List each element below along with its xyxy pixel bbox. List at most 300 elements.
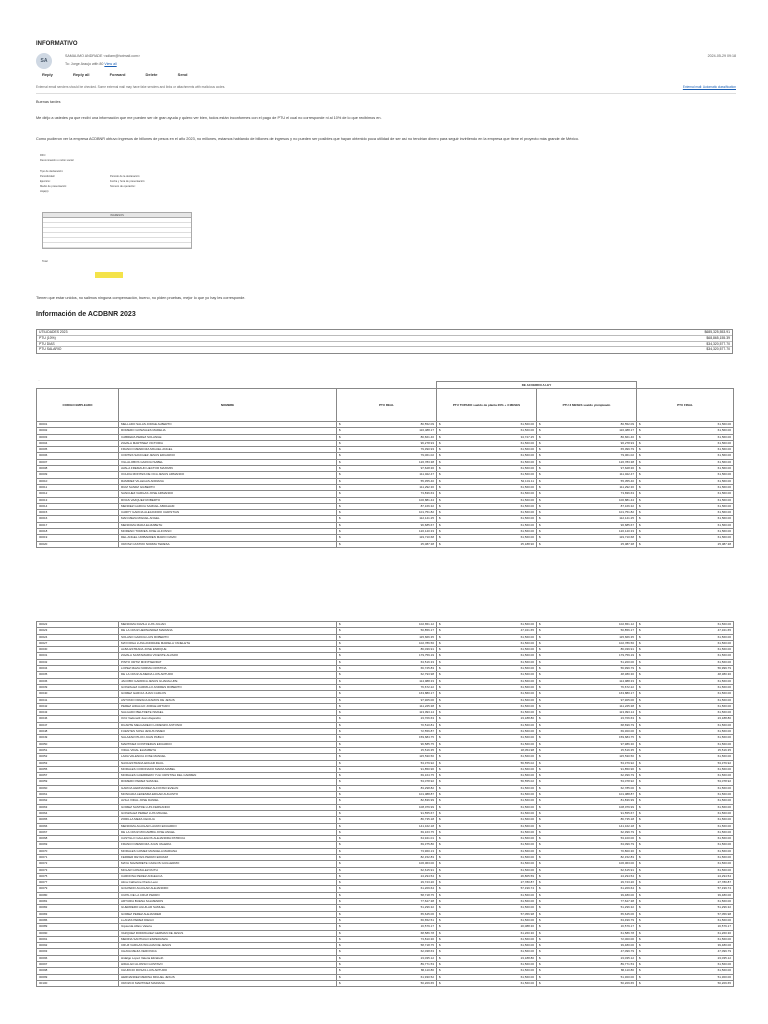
amount-cell: $ 96,685.67 (537, 522, 637, 528)
amount-cell: $ 77,627.38 (537, 899, 637, 905)
amount-cell: $ 86,735.18 (537, 817, 637, 823)
column-header: PTU TOPADO sueldo de planta 20% + 3 MESES (437, 389, 537, 422)
employee-code: 00099 (37, 974, 119, 980)
employee-name: RIVAS VAZQUEZ ROBERTO (119, 497, 337, 503)
amount-cell: $ 61,209.64 (537, 886, 637, 892)
amount-cell: $ 16,579.17 (637, 924, 734, 930)
group-header: DE ACUERDO A LEY (437, 382, 637, 389)
amount-cell: $ 61,560.00 (437, 867, 537, 873)
amount-cell: $ 81,836.99 (537, 798, 637, 804)
amount-cell: $ 61,560.00 (637, 466, 734, 472)
employee-code: 00080 (37, 892, 119, 898)
employee-name: MOLAR GONZALEZ RUTH (119, 867, 337, 873)
email-date: 2024-05-29 09:18 (707, 54, 736, 58)
amount-cell: $ 23,188.80 (437, 955, 537, 961)
amount-cell: $ 61,560.00 (637, 428, 734, 434)
amount-cell: $ 56,555.02 (437, 779, 537, 785)
closing-paragraph: Tienen que estar unidos, no salimos ninguna compensación, bueno, no piden pruebas, mejor lo que yo hay les corresponde. (36, 296, 246, 300)
sender-row (36, 53, 736, 73)
amount-cell: $ 61,560.00 (637, 829, 734, 835)
amount-cell: $ 52,101.11 (437, 478, 537, 484)
amount-cell: $ 24,294.54 (337, 873, 437, 879)
amount-cell: $ 61,560.00 (637, 678, 734, 684)
amount-cell: $ 15,516.35 (337, 747, 437, 753)
table-row (37, 980, 734, 986)
employee-name: MEDINA SANTIAGO ESPERANZA (119, 936, 337, 942)
amount-cell: $ 61,560.00 (637, 854, 734, 860)
amount-cell: $ 61,560.00 (437, 848, 537, 854)
amount-cell: $ 61,560.00 (637, 861, 734, 867)
amount-cell: $ 115,666.35 (337, 634, 437, 640)
amount-cell: $ 39,480.00 (637, 943, 734, 949)
amount-cell: $ 73,836.63 (337, 491, 437, 497)
amount-cell: $ 61,560.00 (637, 529, 734, 535)
external-classification-link[interactable]: External mail: Automatic classification (682, 85, 736, 89)
employee-name: VAZQUEZ RODRIGUEZ GERMAN DE JESUS (119, 930, 337, 936)
amount-cell: $ 61,560.00 (637, 792, 734, 798)
amount-cell: $ 20,088.30 (437, 924, 537, 930)
employee-code: 00001 (37, 422, 119, 428)
employee-name: Alma Catherine Prado Leon (119, 880, 337, 886)
amount-cell: $ 69,163.75 (337, 829, 437, 835)
employee-code: 00030 (37, 647, 119, 653)
employee-code: 00011 (37, 484, 119, 490)
amount-cell: $ 86,039.91 (337, 647, 437, 653)
amount-cell: $ 111,292.36 (537, 484, 637, 490)
amount-cell: $ 97,986.30 (537, 741, 637, 747)
amount-cell: $ 61,560.00 (637, 659, 734, 665)
employee-name: MENDOZA DAVILA LUIS JULIAN (119, 622, 337, 628)
amount-cell: $ 91,555.67 (537, 810, 637, 816)
employee-name: GARCIA HERNANDEZ ALFONSO EVELIN (119, 785, 337, 791)
amount-cell: $ 61,560.00 (437, 428, 537, 434)
amount-cell: $ 101,088.87 (337, 792, 437, 798)
amount-cell: $ 61,560.00 (637, 478, 734, 484)
amount-cell: $ 61,560.00 (437, 729, 537, 735)
amount-cell: $ 61,560.00 (637, 735, 734, 741)
employee-code: 00014 (37, 503, 119, 509)
amount-cell: $ 116,488.17 (337, 428, 437, 434)
amount-cell: $ 61,560.00 (637, 503, 734, 509)
employee-name: RAMIREZ VILLEGAS ADRIANA (119, 478, 337, 484)
amount-cell: $ 80,552.09 (337, 422, 437, 428)
amount-cell: $ 50,209.65 (537, 980, 637, 986)
amount-cell: $ 61,560.00 (437, 622, 537, 628)
employee-code: 00040 (37, 691, 119, 697)
amount-cell: $ 61,560.00 (437, 459, 537, 465)
amount-cell: $ 61,560.00 (637, 817, 734, 823)
amount-cell: $ 51,200.00 (537, 659, 637, 665)
amount-cell: $ 57,056.98 (437, 911, 537, 917)
amount-cell: $ 61,560.00 (437, 653, 537, 659)
amount-cell: $ 86,110.80 (337, 968, 437, 974)
amount-cell: $ 61,560.00 (437, 943, 537, 949)
amount-cell: $ 61,560.00 (637, 766, 734, 772)
amount-cell: $ 57,056.98 (637, 911, 734, 917)
amount-cell: $ 61,560.00 (437, 422, 537, 428)
amount-cell: $ 61,560.00 (637, 622, 734, 628)
amount-cell: $ 91,850.96 (537, 766, 637, 772)
amount-cell: $ 64,941.01 (337, 836, 437, 842)
amount-cell: $ 61,560.00 (637, 516, 734, 522)
amount-cell: $ 51,300.00 (537, 974, 637, 980)
amount-cell: $ 61,560.00 (637, 472, 734, 478)
employee-code: 00041 (37, 697, 119, 703)
amount-cell: $ 100,881.44 (537, 497, 637, 503)
amount-cell: $ 61,560.00 (437, 741, 537, 747)
employee-name: RUIZ SANDZ GILBERTO (119, 484, 337, 490)
employee-code: 00031 (37, 653, 119, 659)
amount-cell: $ 63,099.79 (537, 842, 637, 848)
amount-cell: $ 83,298.82 (337, 785, 437, 791)
employee-code: 00047 (37, 722, 119, 728)
amount-cell: $ 97,905.00 (337, 697, 437, 703)
amount-cell: $ 61,560.00 (437, 810, 537, 816)
paragraph-1: Me dirijo a ustedes ya que recibí una información que me pueden ser de gran ayuda y quiero ver bien, todos están inconformes con el pago de PTU el cual no corresponde ni al 10% de lo que recibimos en. (36, 116, 382, 120)
employee-code: 00092 (37, 943, 119, 949)
employee-name: OROZCO MARTINEZ MARIANA (119, 980, 337, 986)
amount-cell: $ 15,516.35 (537, 747, 637, 753)
employee-code: 00006 (37, 453, 119, 459)
amount-cell: $ 47,321.65 (437, 628, 537, 634)
amount-cell: $ 61,560.00 (637, 691, 734, 697)
amount-cell: $ 58,718.75 (337, 892, 437, 898)
amount-cell: $ 61,560.00 (437, 440, 537, 446)
divider (36, 93, 736, 94)
amount-cell: $ 79,390.93 (337, 447, 437, 453)
amount-cell: $ 53,078.92 (537, 779, 637, 785)
amount-cell: $ 23,035.12 (637, 955, 734, 961)
employee-name: DE LA CRUZ ALMEIDA LUIS ARTURO (119, 672, 337, 678)
reply-all-button[interactable]: Reply all (73, 72, 90, 77)
amount-cell: $ 25,087.38 (637, 541, 734, 547)
amount-cell: $ 163,880.17 (337, 691, 437, 697)
amount-cell: $ 61,560.00 (437, 892, 537, 898)
amount-cell: $ 25,087.38 (337, 541, 437, 547)
amount-cell: $ 55,355.40 (537, 478, 637, 484)
amount-cell: $ 61,560.00 (437, 516, 537, 522)
amount-cell: $ 61,560.00 (437, 798, 537, 804)
employee-code: 00090 (37, 930, 119, 936)
amount-cell: $ 101,751.82 (337, 510, 437, 516)
amount-cell: $ 61,560.00 (637, 842, 734, 848)
employee-code: 00065 (37, 817, 119, 823)
amount-cell: $ 69,375.80 (337, 842, 437, 848)
table-row (37, 541, 734, 547)
employee-name: MAYA NAVARRETE CARLOS GUILLERMO (119, 861, 337, 867)
amount-cell: $ 27,780.87 (637, 880, 734, 886)
amount-cell: $ 73,810.30 (337, 936, 437, 942)
amount-cell: $ 61,560.00 (437, 836, 537, 842)
amount-cell: $ 61,560.00 (637, 936, 734, 942)
employee-code: 00081 (37, 899, 119, 905)
amount-cell: $ 61,560.00 (437, 447, 537, 453)
amount-cell: $ 126,783.38 (537, 459, 637, 465)
employee-code: 00004 (37, 440, 119, 446)
employee-code: 00046 (37, 716, 119, 722)
amount-cell: $ 61,560.00 (437, 823, 537, 829)
employee-code: 00089 (37, 924, 119, 930)
employee-name: GOMEZ GARCIA JUAN CARLOS (119, 691, 337, 697)
employee-name: MARTINEZ CONTRERAS EDUARDO (119, 741, 337, 747)
amount-cell: $ 50,856.17 (537, 628, 637, 634)
employee-code: 00086 (37, 917, 119, 923)
column-header: NOMBRE (119, 389, 337, 422)
amount-cell: $ 73,836.63 (537, 491, 637, 497)
external-warning (36, 85, 736, 89)
amount-cell: $ 53,379.92 (537, 760, 637, 766)
amount-cell: $ 61,560.00 (637, 703, 734, 709)
amount-cell: $ 66,725.83 (337, 666, 437, 672)
amount-cell: $ 61,560.00 (437, 829, 537, 835)
amount-cell: $ 97,628.36 (337, 466, 437, 472)
employee-code: 00091 (37, 936, 119, 942)
employee-code: 00016 (37, 516, 119, 522)
amount-cell: $ 61,560.00 (437, 510, 537, 516)
employee-code: 00059 (37, 779, 119, 785)
employee-name: CORTES SANCHEZ JESUS EDUARDO (119, 453, 337, 459)
amount-cell: $ 116,488.17 (537, 428, 637, 434)
employee-code: 00060 (37, 785, 119, 791)
amount-cell: $ 97,905.00 (537, 697, 637, 703)
amount-cell: $ 61,560.00 (637, 697, 734, 703)
employee-name: SOLANO GARCIA LUIS ROBERTO (119, 634, 337, 640)
employee-name: FRANCO MENDOZA JUAN VALERIA (119, 842, 337, 848)
amount-cell: $ 51,296.32 (637, 905, 734, 911)
amount-cell: $ 61,560.00 (437, 785, 537, 791)
amount-cell: $ 61,560.00 (437, 722, 537, 728)
small-mark: .. (38, 377, 41, 382)
employee-code: 00008 (37, 466, 119, 472)
amount-cell: $ 91,850.96 (337, 766, 437, 772)
employee-code: 00098 (37, 968, 119, 974)
employee-code: 00024 (37, 634, 119, 640)
ptu-table-1 (36, 381, 734, 548)
employee-name: MONCADA LEDESMA EDGAR AUGUSTO (119, 792, 337, 798)
send-button[interactable]: Send (177, 72, 188, 77)
amount-cell: $ 61,560.00 (637, 710, 734, 716)
email-subject: INFORMATIVO (36, 41, 78, 47)
amount-cell: $ 61,560.00 (637, 535, 734, 541)
employee-code: 00032 (37, 659, 119, 665)
employee-name: LARA VALENCIA JOSE MANUEL (119, 754, 337, 760)
amount-cell: $ 62,615.91 (337, 867, 437, 873)
amount-cell: $ 112,141.25 (537, 516, 637, 522)
amount-cell: $ 18,054.98 (437, 747, 537, 753)
amount-cell: $ 61,560.00 (637, 647, 734, 653)
amount-cell: $ 89,771.53 (337, 962, 437, 968)
employee-name: HIDALGO ALONSO GUSTAVO (119, 962, 337, 968)
amount-cell: $ 51,300.00 (637, 974, 734, 980)
employee-code: 00049 (37, 735, 119, 741)
amount-cell: $ 61,560.00 (437, 634, 537, 640)
amount-cell: $ 23,706.63 (537, 716, 637, 722)
amount-cell: $ 23,188.80 (637, 716, 734, 722)
amount-cell: $ 61,560.00 (437, 472, 537, 478)
employee-name: PEREZ HIDALGO JORGE ARTURO (119, 703, 337, 709)
amount-cell: $ 87,166.32 (337, 503, 437, 509)
employee-name: OCHOA MONTES DE OCA JESUS ARMANDO (119, 472, 337, 478)
employee-code: 00027 (37, 640, 119, 646)
amount-cell: $ 141,162.18 (537, 823, 637, 829)
employee-name: CHURCIO ROSAS LUIS ARTURO (119, 968, 337, 974)
employee-name: HERNANDEZ MEDINA MIGUEL JESUS (119, 974, 337, 980)
amount-cell: $ 179,759.19 (337, 653, 437, 659)
amount-cell: $ 61,560.00 (637, 459, 734, 465)
employee-code: 00063 (37, 804, 119, 810)
column-header: PTU FINAL (637, 389, 734, 422)
amount-cell: $ 56,999.79 (637, 666, 734, 672)
employee-name: CASTILLO GALLEGOS ALEJANDRA PATRICIA (119, 836, 337, 842)
employee-name: Hidalgo Lopez Valeria Elizabeth (119, 955, 337, 961)
email-actions (42, 72, 206, 77)
delete-button[interactable]: Delete (145, 72, 158, 77)
amount-cell: $ 61,560.00 (437, 936, 537, 942)
employee-code: 00064 (37, 810, 119, 816)
amount-cell: $ 61,560.00 (637, 497, 734, 503)
amount-cell: $ 61,560.00 (637, 722, 734, 728)
amount-cell: $ 115,666.35 (537, 634, 637, 640)
amount-cell: $ 73,960.13 (337, 848, 437, 854)
employee-code: 00052 (37, 754, 119, 760)
employee-code: 00042 (37, 703, 119, 709)
amount-cell: $ 25,188.90 (437, 541, 537, 547)
amount-cell: $ 61,560.00 (637, 491, 734, 497)
amount-cell: $ 53,100.00 (537, 836, 637, 842)
employee-code: 00077 (37, 880, 119, 886)
amount-cell: $ 61,560.00 (637, 899, 734, 905)
amount-cell: $ 89,771.53 (537, 962, 637, 968)
amount-cell: $ 48,380.30 (637, 672, 734, 678)
employee-code: 00069 (37, 842, 119, 848)
amount-cell: $ 50,209.65 (337, 980, 437, 986)
employee-code: 00079 (37, 886, 119, 892)
employee-code: 00053 (37, 760, 119, 766)
amount-cell: $ 61,560.00 (637, 634, 734, 640)
amount-cell: $ 61,560.00 (437, 691, 537, 697)
amount-cell: $ 61,560.00 (637, 773, 734, 779)
amount-cell: $ 61,560.00 (437, 842, 537, 848)
amount-cell: $ 79,061.02 (537, 453, 637, 459)
amount-cell: $ 102,786.56 (537, 640, 637, 646)
employee-code: 00068 (37, 836, 119, 842)
employee-name: CHAVA MEJIA VERONICA (119, 949, 337, 955)
amount-cell: $ 63,499.79 (537, 917, 637, 923)
amount-cell: $ 79,061.02 (337, 453, 437, 459)
employee-code: 00048 (37, 729, 119, 735)
employee-name: MAYORGA LUNA ANDRADE MARIELA YANELETH (119, 640, 337, 646)
amount-cell: $ 96,685.67 (337, 522, 437, 528)
employee-code: 00097 (37, 962, 119, 968)
highlighted-amount (95, 272, 123, 278)
amount-cell: $ 61,560.00 (437, 678, 537, 684)
employee-name: GOMEZ PEREZ ALEJANDER (119, 911, 337, 917)
amount-cell: $ 111,022.47 (537, 472, 637, 478)
employee-code: 00022 (37, 622, 119, 628)
employee-code: 00061 (37, 792, 119, 798)
amount-cell: $ 61,560.00 (637, 440, 734, 446)
employee-code: 00067 (37, 829, 119, 835)
amount-cell: $ 96,278.93 (537, 440, 637, 446)
amount-cell: $ 16,579.17 (337, 924, 437, 930)
amount-cell: $ 61,586.78 (537, 930, 637, 936)
column-header: CODIGO EMPLEADO (37, 389, 119, 422)
amount-cell: $ 106,063.00 (337, 861, 437, 867)
employee-name: SANCHEZ VARGAS JOSE ARMANDO (119, 491, 337, 497)
employee-name: ZORILLA MEZA CECILIA (119, 817, 337, 823)
amount-cell: $ 61,560.00 (437, 497, 537, 503)
employee-name: ARTURIA BUENA SALMENDIS (119, 899, 337, 905)
employee-name: SALGADO BELTRETE ISMAEL (119, 710, 337, 716)
amount-cell: $ 61,560.00 (637, 798, 734, 804)
amount-cell: $ 61,560.00 (437, 773, 537, 779)
amount-cell: $ 66,652.51 (337, 917, 437, 923)
amount-cell: $ 61,560.00 (437, 968, 537, 974)
employee-name: VIDAL VIDAL ELIZABETH (119, 747, 337, 753)
amount-cell: $ 61,260.30 (637, 930, 734, 936)
employee-code: 00072 (37, 861, 119, 867)
employee-code: 00039 (37, 684, 119, 690)
employee-name: MELLADO SALAS JORGE ALBERTO (119, 422, 337, 428)
employee-code: 00015 (37, 510, 119, 516)
amount-cell: $ 61,560.00 (437, 962, 537, 968)
amount-cell: $ 80,661.46 (337, 434, 437, 440)
employee-code: 00100 (37, 980, 119, 986)
paragraph-2: Como pudieron ver la empresa ACDBNR obtuvo ingresos de billones de pesos en el año 2023, no millones, estamos hablando de billones de ingresos y no pueden ser posibles que hayan obtenido poca utilidad de ser así no tendrían dinero para seguir invirtiendo en la empresa que tiene el proyecto más grande de México. (36, 137, 580, 141)
employee-code: 00017 (37, 522, 119, 528)
employee-name: ROMERO GONZALES MADELIA (119, 428, 337, 434)
employee-name: MENDOZA AGUILAR LAURO EDUARDO (119, 823, 337, 829)
employee-name: CRUZ VARGAS WILLIAM DE JESUS (119, 943, 337, 949)
view-all-link[interactable]: View all (104, 62, 117, 66)
amount-cell: $ 61,560.00 (637, 962, 734, 968)
amount-cell: $ 82,836.99 (337, 798, 437, 804)
reply-button[interactable]: Reply (42, 72, 53, 77)
amount-cell: $ 61,560.00 (437, 453, 537, 459)
amount-cell: $ 62,785.00 (537, 785, 637, 791)
amount-cell: $ 61,560.00 (437, 684, 537, 690)
amount-cell: $ 61,560.00 (637, 785, 734, 791)
amount-cell: $ 69,300.00 (537, 729, 637, 735)
amount-cell: $ 61,560.00 (437, 980, 537, 986)
amount-cell: $ 61,560.00 (437, 672, 537, 678)
employee-name: DUARTE MELGAREJO LORENZO ANTONIO (119, 722, 337, 728)
employee-name: LOPEZ MAZA NORMA CRISTINA (119, 666, 337, 672)
amount-cell: $ 61,560.00 (637, 804, 734, 810)
amount-cell: $ 61,560.00 (637, 867, 734, 873)
employee-name: ZAVALA SANTAMARIA VICENTE ALVARO (119, 653, 337, 659)
amount-cell: $ 29,723.20 (337, 880, 437, 886)
employee-name: Ortiz Vadunelli Juan Alejandro (119, 716, 337, 722)
employee-code: 00020 (37, 541, 119, 547)
amount-cell: $ 112,141.25 (337, 516, 437, 522)
amount-cell: $ 61,560.00 (437, 917, 537, 923)
amount-cell: $ 26,805.59 (437, 873, 537, 879)
employee-name: CARPY GARCIA ALEJANDRO CHRISTIAN (119, 510, 337, 516)
amount-cell: $ 102,786.56 (337, 640, 437, 646)
summary-table (36, 329, 733, 354)
amount-cell: $ 61,560.00 (437, 905, 537, 911)
amount-cell: $ 56,999.79 (537, 666, 637, 672)
employee-code: 00010 (37, 478, 119, 484)
amount-cell: $ 65,645.06 (537, 911, 637, 917)
amount-cell: $ 113,093.14 (337, 710, 437, 716)
amount-cell: $ 47,099.79 (637, 949, 734, 955)
amount-cell: $ 120,140.33 (337, 529, 437, 535)
column-header: PTU REAL (337, 389, 437, 422)
forward-button[interactable]: Forward (109, 72, 126, 77)
employee-name: MORALES GOMEZ MANUELA MARIANA (119, 848, 337, 854)
